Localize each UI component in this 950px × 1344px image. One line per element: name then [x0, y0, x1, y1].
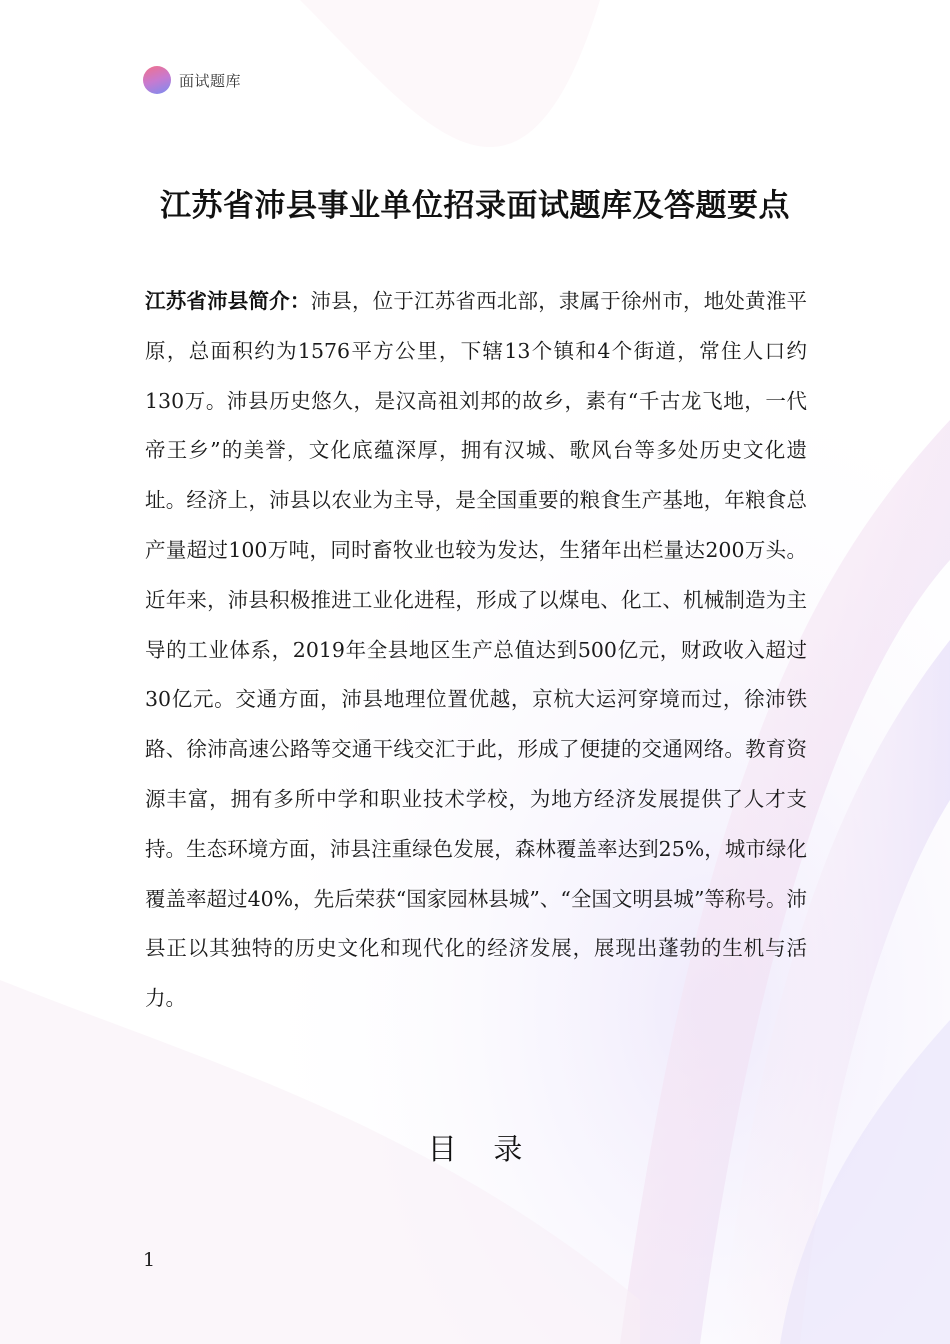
- page-header: [143, 66, 241, 94]
- intro-body: 沛县，位于江苏省西北部，隶属于徐州市，地处黄淮平原，总面积约为1576平方公里，下辖13个镇和4个街道，常住人口约130万。沛县历史悠久，是汉高祖刘邦的故乡，素有“千古龙飞地，一代帝王乡”的美誉，文化底蕴深厚，拥有汉城、歌风台等多处历史文化遗址。经济上，沛县以农业为主导，是全国重要的粮食生产基地，年粮食总产量超过100万吨，同时畜牧业也较为发达，生猪年出栏量达200万头。近年来，沛县积极推进工业化进程，形成了以煤电、化工、机械制造为主导的工业体系，2019年全县地区生产总值达到500亿元，财政收入超过30亿元。交通方面，沛县地理位置优越，京杭大运河穿境而过，徐沛铁路、徐沛高速公路等交通干线交汇于此，形成了便捷的交通网络。教育资源丰富，拥有多所中学和职业技术学校，为地方经济发展提供了人才支持。生态环境方面，沛县注重绿色发展，森林覆盖率达到25%，城市绿化覆盖率超过40%，先后荣获“国家园林县城”、“全国文明县城”等称号。沛县正以其独特的历史文化和现代化的经济发展，展现出蓬勃的生机与活力。: [145, 289, 808, 1011]
- brand-text: 面试题库: [179, 71, 242, 90]
- intro-paragraph: [145, 277, 807, 1024]
- document-title: 江苏省沛县事业单位招录面试题库及答题要点: [160, 188, 790, 224]
- page-number: 1: [143, 1249, 156, 1271]
- toc-heading: 目 录: [427, 1132, 523, 1166]
- logo-icon: [143, 66, 171, 94]
- intro-label: 江苏省沛县简介：: [145, 289, 311, 313]
